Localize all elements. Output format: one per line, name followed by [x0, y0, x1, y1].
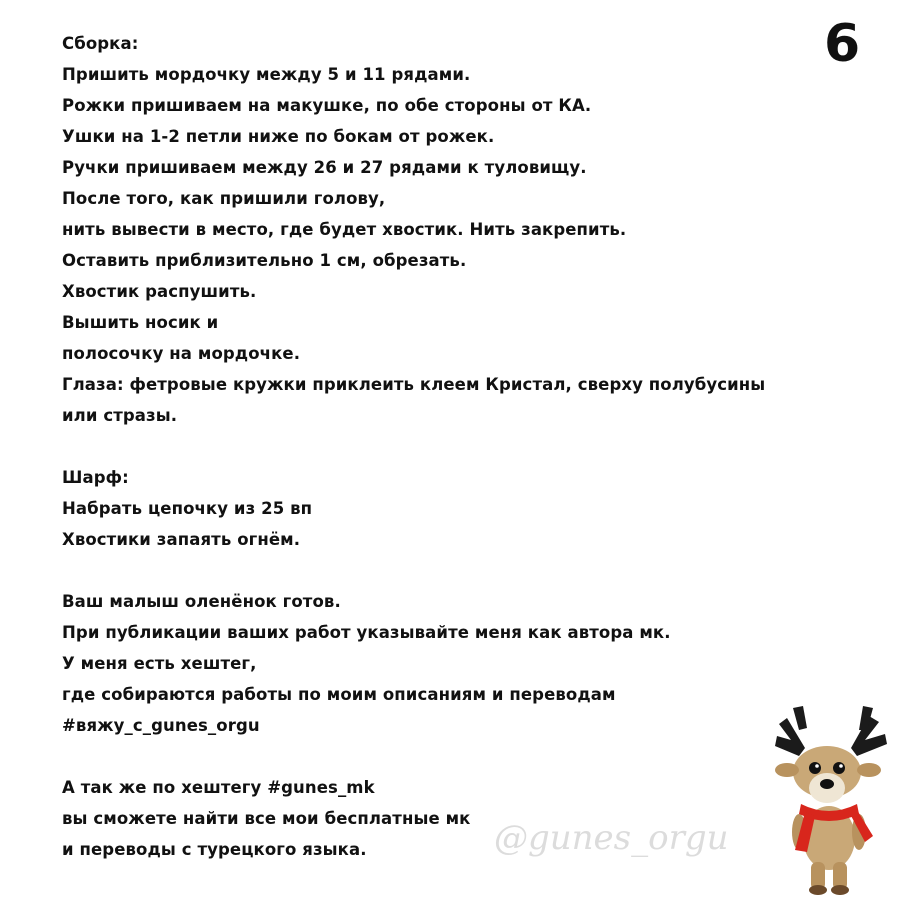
ready-line: Ваш малыш оленёнок готов.	[62, 592, 341, 611]
assembly-section	[62, 28, 822, 431]
section-gap	[62, 555, 822, 586]
assembly-line: После того, как пришили голову,	[62, 189, 386, 208]
assembly-line: полосочку на мордочке.	[62, 344, 301, 363]
ready-section	[62, 586, 822, 741]
hashtag-line: #вяжу_с_gunes_orgu	[62, 716, 260, 735]
section-gap	[62, 741, 822, 772]
section-gap	[62, 431, 822, 462]
assembly-line: Глаза: фетровые кружки приклеить клеем Кристал, сверху полубусины	[62, 375, 766, 394]
assembly-line: или стразы.	[62, 406, 178, 425]
crocheted-reindeer-toy-icon	[765, 700, 900, 900]
ready-line: где собираются работы по моим описаниям и переводам	[62, 685, 616, 704]
assembly-line: Оставить приблизительно 1 см, обрезать.	[62, 251, 467, 270]
assembly-line: Пришить мордочку между 5 и 11 рядами.	[62, 65, 471, 84]
assembly-line: Ручки пришиваем между 26 и 27 рядами к туловищу.	[62, 158, 587, 177]
also-line: и переводы с турецкого языка.	[62, 840, 367, 859]
assembly-line: нить вывести в место, где будет хвостик. Нить закрепить.	[62, 220, 627, 239]
also-line: вы сможете найти все мои бесплатные мк	[62, 809, 471, 828]
scarf-section	[62, 462, 822, 555]
ready-line: У меня есть хештег,	[62, 654, 257, 673]
watermark: @gunes_orgu	[494, 818, 729, 858]
assembly-line: Рожки пришиваем на макушке, по обе стороны от КА.	[62, 96, 592, 115]
also-line: А так же по хештегу #gunes_mk	[62, 778, 375, 797]
assembly-line: Ушки на 1-2 петли ниже по бокам от рожек.	[62, 127, 495, 146]
scarf-line: Набрать цепочку из 25 вп	[62, 499, 313, 518]
assembly-line: Хвостик распушить.	[62, 282, 257, 301]
scarf-title: Шарф:	[62, 468, 129, 487]
assembly-title: Сборка:	[62, 34, 139, 53]
scarf-line: Хвостики запаять огнём.	[62, 530, 301, 549]
pattern-text	[62, 28, 822, 865]
assembly-line: Вышить носик и	[62, 313, 219, 332]
page-number: 6	[824, 14, 861, 74]
ready-line: При публикации ваших работ указывайте меня как автора мк.	[62, 623, 671, 642]
